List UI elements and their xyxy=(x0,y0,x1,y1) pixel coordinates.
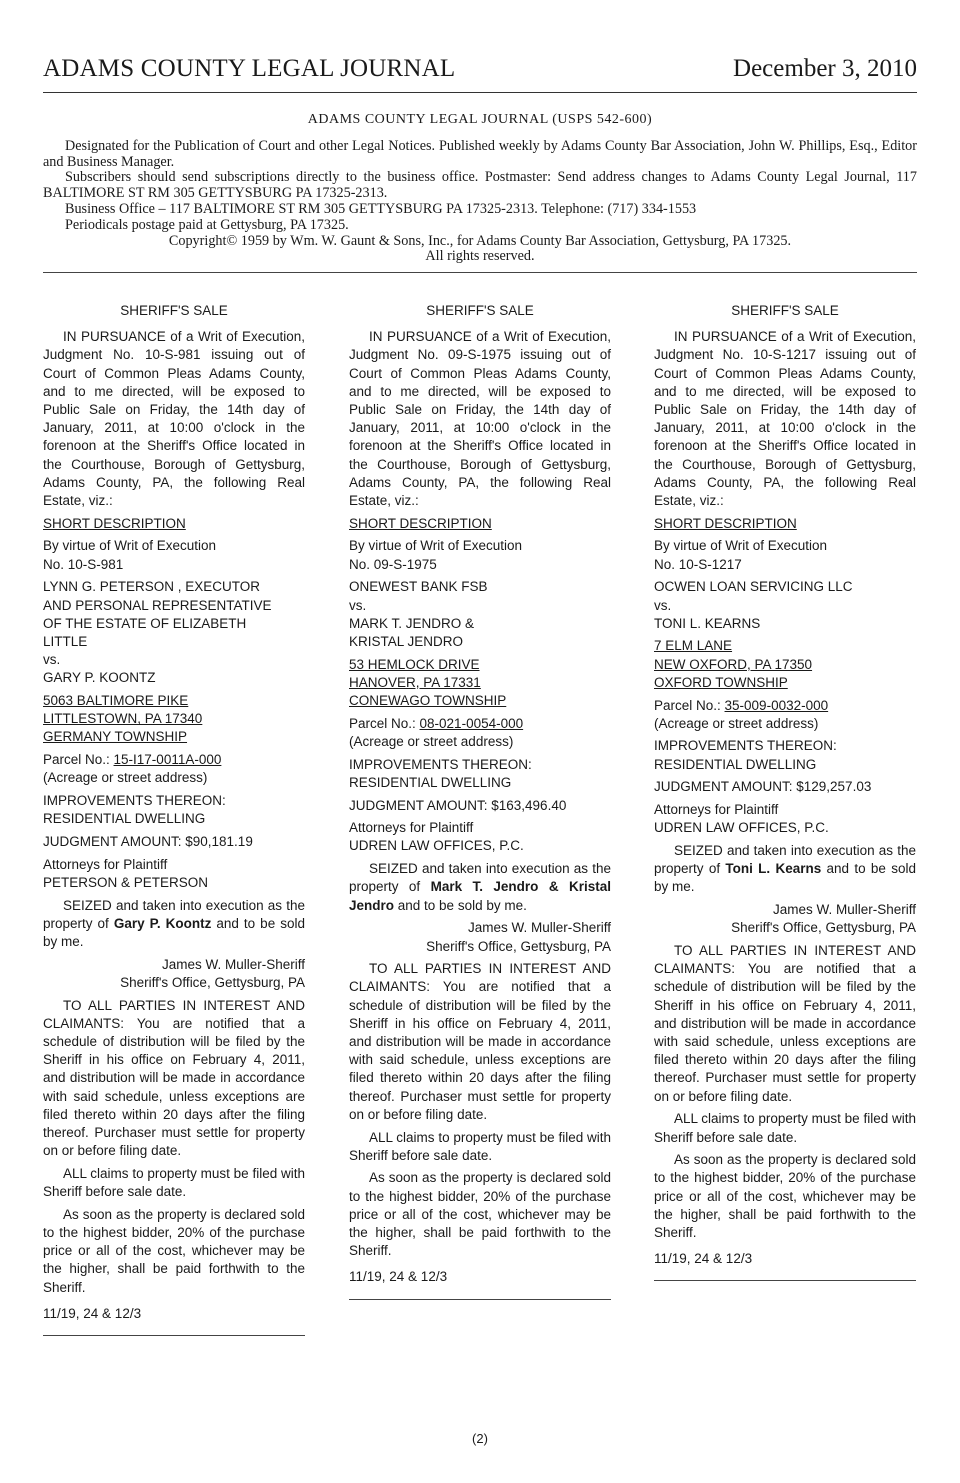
improvements-block: IMPROVEMENTS THEREON: RESIDENTIAL DWELLING xyxy=(654,738,837,772)
owner-name: Toni L. Kearns xyxy=(725,861,822,877)
publication-dates: 11/19, 24 & 12/3 xyxy=(349,1268,611,1299)
publication-dates: 11/19, 24 & 12/3 xyxy=(43,1305,305,1336)
sheriff-signature: James W. Muller-Sheriff Sheriff's Office, Gettysburg, PA xyxy=(120,956,305,990)
writ-block: By virtue of Writ of Execution No. 10-S-1217 xyxy=(654,538,828,572)
owner-name: Gary P. Koontz xyxy=(113,915,212,931)
parties-block: OCWEN LOAN SERVICING LLC vs. TONI L. KEARNS xyxy=(654,579,853,631)
judgment-amount: JUDGMENT AMOUNT: $129,257.03 xyxy=(654,779,872,795)
declared-text: As soon as the property is declared sold to the highest bidder, 20% of the purchase price or all of the cost, whichever may be the higher, shall be paid forthwith to the Sheriff. xyxy=(349,1170,611,1259)
improvements-block: IMPROVEMENTS THEREON: RESIDENTIAL DWELLING xyxy=(349,756,532,790)
masthead-divider xyxy=(43,272,917,273)
parties-block: LYNN G. PETERSON , EXECUTOR AND PERSONAL REPRESENTATIVE OF THE ESTATE OF ELIZABETH LITTLE vs. GARY P. KOONTZ xyxy=(43,579,272,686)
claims-text: ALL claims to property must be filed with Sheriff before sale date. xyxy=(43,1165,305,1200)
subscribers-text: Subscribers should send subscriptions directly to the business office. Postmaster: Send address changes to Adams County Legal Journal, 117 BALTIMORE ST RM 305 GETTYSBURG PA 17325-2313. xyxy=(43,169,917,202)
short-description-heading: SHORT DESCRIPTION xyxy=(43,515,186,531)
page-header xyxy=(43,52,917,93)
judgment-amount: JUDGMENT AMOUNT: $163,496.40 xyxy=(349,797,567,813)
masthead xyxy=(43,112,917,265)
seized-text: SEIZED and taken into execution as the property of Mark T. Jendro & Kristal Jendro and to be sold by me. xyxy=(349,861,611,913)
claims-text: ALL claims to property must be filed with Sheriff before sale date. xyxy=(654,1111,916,1145)
parties-notice: TO ALL PARTIES IN INTEREST AND CLAIMANTS: You are notified that a schedule of distribution will be filed by the Sheriff in his office on February 4, 2011, and distribution will be made in accordance with said schedule, unless exceptions are filed thereto within 20 days after the filing thereof. Purchaser must settle for property on or before filing date. xyxy=(654,943,916,1104)
notice-heading: SHERIFF'S SALE xyxy=(731,303,839,318)
business-office-text: Business Office – 117 BALTIMORE ST RM 305 GETTYSBURG PA 17325-2313. Telephone: (717) 334-1553 xyxy=(65,200,697,217)
sheriff-sale-notice-3 xyxy=(654,302,916,1286)
parties-notice: TO ALL PARTIES IN INTEREST AND CLAIMANTS: You are notified that a schedule of distribution will be filed by the Sheriff in his office on February 4, 2011, and distribution will be made in accordance with said schedule, unless exceptions are filed thereto within 20 days after the filing thereof. Purchaser must settle for property on or before filing date. xyxy=(43,997,305,1159)
property-address: 7 ELM LANE NEW OXFORD, PA 17350 OXFORD TOWNSHIP xyxy=(654,638,813,690)
journal-title: ADAMS COUNTY LEGAL JOURNAL xyxy=(43,55,456,82)
improvements-block: IMPROVEMENTS THEREON: RESIDENTIAL DWELLING xyxy=(43,793,226,827)
copyright-text: Copyright© 1959 by Wm. W. Gaunt & Sons, Inc., for Adams County Bar Association, Gettysburg, PA 17325. xyxy=(168,232,792,249)
parties-notice: TO ALL PARTIES IN INTEREST AND CLAIMANTS: You are notified that a schedule of distribution will be filed by the Sheriff in his office on February 4, 2011, and distribution will be made in accordance with said schedule, unless exceptions are filed thereto within 20 days after the filing thereof. Purchaser must settle for property on or before filing date. xyxy=(349,961,611,1122)
parcel-block: Parcel No.: 08-021-0054-000 (Acreage or street address) xyxy=(349,715,524,749)
parcel-block: Parcel No.: 15-I17-0011A-000 (Acreage or street address) xyxy=(43,752,222,786)
pursuance-text: IN PURSUANCE of a Writ of Execution, Judgment No. 10-S-981 issuing out of Court of Common Pleas Adams County, and to me directed, will be exposed to Public Sale on Friday, the 14th day of January, 2011, at 10:00 o'clock in the forenoon at the Sheriff's Office located in the Courthouse, Borough of Gettysburg, Adams County, PA, the following Real Estate, viz.: xyxy=(43,329,305,509)
declared-text: As soon as the property is declared sold to the highest bidder, 20% of the purchase price or all of the cost, whichever may be the higher, shall be paid forthwith to the Sheriff. xyxy=(654,1152,916,1241)
property-address: 53 HEMLOCK DRIVE HANOVER, PA 17331 CONEWAGO TOWNSHIP xyxy=(349,656,507,709)
parcel-number: 15-I17-0011A-000 xyxy=(113,752,222,768)
seized-text: SEIZED and taken into execution as the property of Gary P. Koontz and to be sold by me. xyxy=(43,897,305,949)
parcel-number: 08-021-0054-000 xyxy=(419,715,524,731)
sheriff-signature: James W. Muller-Sheriff Sheriff's Office, Gettysburg, PA xyxy=(731,902,916,936)
periodicals-text: Periodicals postage paid at Gettysburg, PA 17325. xyxy=(65,216,349,233)
judgment-amount: JUDGMENT AMOUNT: $90,181.19 xyxy=(43,833,253,849)
designated-text: Designated for the Publication of Court and other Legal Notices. Published weekly by Adams County Bar Association, John W. Phillips, Esq., Editor and Business Manager. xyxy=(43,137,917,170)
issue-date: December 3, 2010 xyxy=(733,55,917,82)
notice-heading: SHERIFF'S SALE xyxy=(120,303,228,318)
pursuance-text: IN PURSUANCE of a Writ of Execution, Judgment No. 09-S-1975 issuing out of Court of Common Pleas Adams County, and to me directed, will be exposed to Public Sale on Friday, the 14th day of January, 2011, at 10:00 o'clock in the forenoon at the Sheriff's Office located in the Courthouse, Borough of Gettysburg, Adams County, PA, the following Real Estate, viz.: xyxy=(349,329,611,509)
parcel-block: Parcel No.: 35-009-0032-000 (Acreage or street address) xyxy=(654,697,829,731)
sheriff-sale-notice-1 xyxy=(43,302,305,1341)
property-address: 5063 BALTIMORE PIKE LITTLESTOWN, PA 17340 GERMANY TOWNSHIP xyxy=(43,693,203,745)
writ-block: By virtue of Writ of Execution No. 10-S-981 xyxy=(43,538,217,572)
notice-heading: SHERIFF'S SALE xyxy=(426,303,534,318)
writ-block: By virtue of Writ of Execution No. 09-S-1975 xyxy=(349,538,523,572)
sheriff-signature: James W. Muller-Sheriff Sheriff's Office, Gettysburg, PA xyxy=(426,920,611,954)
publication-id: ADAMS COUNTY LEGAL JOURNAL (USPS 542-600) xyxy=(307,112,653,127)
short-description-heading: SHORT DESCRIPTION xyxy=(349,515,492,531)
parcel-number: 35-009-0032-000 xyxy=(724,697,829,713)
attorneys-block: Attorneys for Plaintiff PETERSON & PETERSON xyxy=(43,856,209,890)
claims-text: ALL claims to property must be filed with Sheriff before sale date. xyxy=(349,1129,611,1163)
publication-dates: 11/19, 24 & 12/3 xyxy=(654,1250,916,1281)
declared-text: As soon as the property is declared sold to the highest bidder, 20% of the purchase price or all of the cost, whichever may be the higher, shall be paid forthwith to the Sheriff. xyxy=(43,1206,305,1295)
parties-block: ONEWEST BANK FSB vs. MARK T. JENDRO & KRISTAL JENDRO xyxy=(349,579,488,649)
rights-text: All rights reserved. xyxy=(425,248,535,265)
short-description-heading: SHORT DESCRIPTION xyxy=(654,515,797,531)
sheriff-sale-notice-2 xyxy=(349,302,611,1304)
attorneys-block: Attorneys for Plaintiff UDREN LAW OFFICES, P.C. xyxy=(654,802,829,836)
owner-name: Mark T. Jendro & Kristal Jendro xyxy=(349,879,611,913)
pursuance-text: IN PURSUANCE of a Writ of Execution, Judgment No. 10-S-1217 issuing out of Court of Common Pleas Adams County, and to me directed, will be exposed to Public Sale on Friday, the 14th day of January, 2011, at 10:00 o'clock in the forenoon at the Sheriff's Office located in the Courthouse, Borough of Gettysburg, Adams County, PA, the following Real Estate, viz.: xyxy=(654,329,916,509)
seized-text: SEIZED and taken into execution as the property of Toni L. Kearns and to be sold by me. xyxy=(654,842,916,895)
attorneys-block: Attorneys for Plaintiff UDREN LAW OFFICES, P.C. xyxy=(349,820,524,854)
page-number: (2) xyxy=(472,1431,488,1446)
